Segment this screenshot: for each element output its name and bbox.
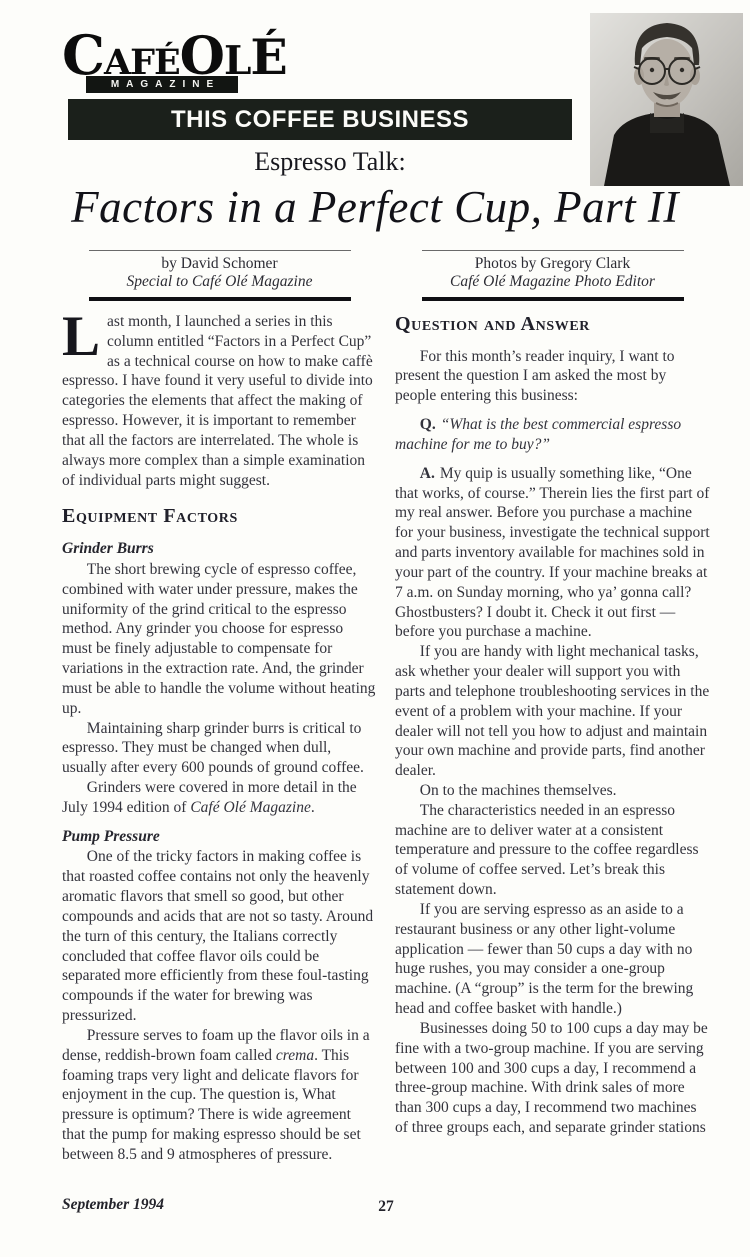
magazine-wordmark: MAGAZINE [110,79,221,90]
answer-paragraph [395,464,710,642]
portrait-illustration [590,13,743,186]
columnist-photo [590,13,743,186]
answer-label: A. [419,464,435,482]
article-title: Factors in a Perfect Cup, Part II [71,182,679,232]
paragraph: If you are handy with light mechanical tasks, ask whether your dealer will support you with parts and telephone troubleshooting services in the event of a problem with your machine. If your dealer will not tell you how to adjust and maintain your own machine and provide parts, find another dealer. [395,643,710,780]
article-body [62,305,710,1165]
paragraph: On to the machines themselves. [419,781,617,799]
photo-credit [395,250,710,301]
photographer-name: Photos by Gregory Clark [474,255,631,272]
section-heading-equipment-factors: Equipment Factors [62,505,238,528]
right-column [395,312,710,1165]
issue-date: September 1994 [62,1196,165,1213]
page-number: 27 [378,1198,394,1215]
author-byline [62,250,377,301]
logo-wordmark [62,20,287,104]
subhead-grinder-burrs: Grinder Burrs [62,540,154,558]
question-paragraph [395,415,710,455]
subhead-pump-pressure: Pump Pressure [62,827,160,845]
intro-paragraph: Last month, I launched a series in this column entitled “Factors in a Perfect Cup” as a technical course on how to make caffè espresso. I have found it very useful to divide into categories the elements that affect the making of espresso. However, it is important to remember that all the factors are interrelated. The whole is always more complex than a simple examination of individual parts might suggest. [62,305,373,489]
paragraph: Maintaining sharp grinder burrs is critical to espresso. They must be changed when dull, usually after every 600 pounds of ground coffee. [62,719,364,777]
author-name: by David Schomer [161,255,278,272]
magazine-citation: Café Olé Magazine [190,798,311,816]
logo-letter: C [62,23,104,87]
term-crema: crema [275,1046,315,1064]
article-kicker: Espresso Talk: [254,147,406,176]
paragraph: One of the tricky factors in making coffee is that roasted coffee contains not only the heavenly aromatic flavors that smell so good, but other compounds and acids that are not so tasty. Around the turn of this century, the Italians correctly concluded that coffee flavor oils could be separated more efficiently from these foul-tasting compounds if the water for brewing was pressurized. [62,848,374,1025]
section-banner-label: THIS COFFEE BUSINESS [170,105,470,133]
left-column [62,305,377,1165]
answer-text: My quip is usually something like, “One that works, of course.” Therein lies the first part of my real answer. Before you purchase a machine for your business, investigate the technical support and parts inventory available for machines sold in your part of the country. If your machine breaks at 7 a.m. on Sunday morning, who ya’ gonna call? Ghostbusters? I doubt it. Check it out first — before you purchase a machine. [395,464,710,641]
logo-letter: L [223,38,251,84]
byline-row [62,250,710,301]
paragraph: The characteristics needed in an espresso machine are to deliver water at a consistent temperature and pressure to the coffee regardless of volume of coffee served. Let’s break this statement down. [395,801,699,899]
cafe-ole-logo [62,20,287,98]
paragraph: Pressure serves to foam up the flavor oils in a dense, reddish-brown foam called crema. This foaming traps very light and delicate flavors for enjoyment in the cup. The question is, What pressure is optimum? There is wide agreement that the pump for making espresso should be set between 8.5 and 9 atmospheres of pressure. [62,1026,370,1163]
question-text: “What is the best commercial espresso machine for me to buy?” [395,416,682,453]
paragraph: If you are serving espresso as an aside to a restaurant business or any other light-volume application — fewer than 50 cups a day with no huge rushes, you may consider a one-group machine. (A “group” is the term for the brewing head and coffee basket with handle.) [395,900,694,1018]
question-label: Q. [419,416,436,434]
section-heading-question-and-answer: Question and Answer [395,313,590,335]
section-banner [68,99,572,140]
drop-cap: L [62,305,101,368]
paragraph: Businesses doing 50 to 100 cups a day may be fine with a two-group machine. If you are serving between 100 and 300 cups a day, I recommend a three-group machine. With drink sales of more than 300 cups a day, I recommend two machines of three groups each, and separate grinder stations [395,1019,708,1137]
paragraph: For this month’s reader inquiry, I want to present the question I am asked the most by people entering this business: [395,347,675,405]
author-title: Special to Café Olé Magazine [126,273,313,290]
paragraph: The short brewing cycle of espresso coffee, combined with water under pressure, makes the uniformity of the grind critical to the espresso method. Any grinder you choose for espresso must be finely adjustable to compensate for variations in the extraction rate. And, the grinder must be able to handle the volume without heating up. [62,560,376,717]
paragraph: Grinders were covered in more detail in the July 1994 edition of Café Olé Magazine. [62,778,357,816]
photographer-title: Café Olé Magazine Photo Editor [450,273,655,290]
logo-letter: É [250,28,287,86]
logo-letter: AFÉ [103,42,180,83]
logo-letter: O [179,26,224,87]
